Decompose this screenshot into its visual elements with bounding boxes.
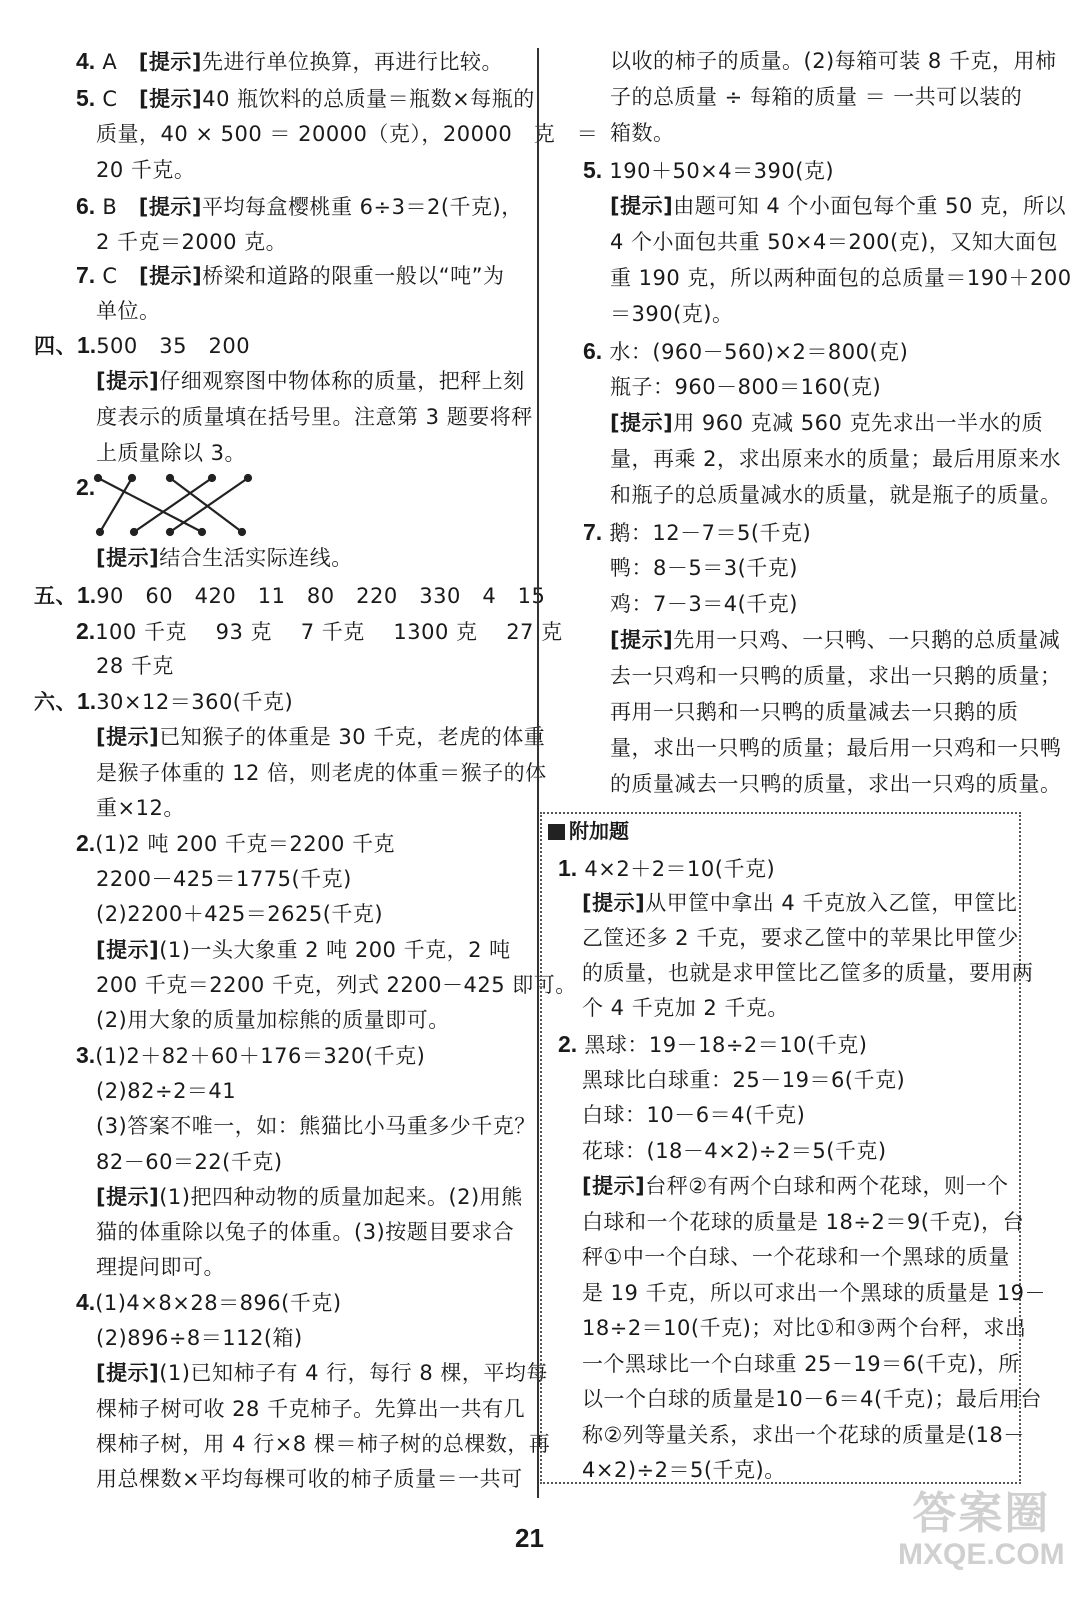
answer-line: 质量，40 × 500 ＝ 20000（克），20000 克 ＝ xyxy=(96,122,599,146)
answer-line: [提示]仔细观察图中物体称的质量，把秤上刻 xyxy=(96,369,525,393)
answer-line: 黑球比白球重：25－19＝6(千克) xyxy=(582,1068,906,1092)
answer-line: 4×2)÷2＝5(千克)。 xyxy=(582,1458,786,1482)
answer-line: (2)用大象的质量加棕熊的质量即可。 xyxy=(96,1008,450,1032)
answer-line: 5. C [提示]40 瓶饮料的总质量＝瓶数×每瓶的 xyxy=(76,85,535,111)
answer-line: 猫的体重除以兔子的体重。(3)按题目要求合 xyxy=(96,1220,515,1244)
answer-line: [提示]台秤②有两个白球和两个花球，则一个 xyxy=(582,1174,1009,1198)
answer-line: [提示]从甲筐中拿出 4 千克放入乙筐，甲筐比 xyxy=(582,891,1018,915)
answer-line: [提示](1)一头大象重 2 吨 200 千克，2 吨 xyxy=(96,938,511,962)
answer-line: 1. 4×2＋2＝10(千克) xyxy=(558,855,776,881)
match-dot xyxy=(129,475,135,481)
answer-line: (2)896÷8＝112(箱) xyxy=(96,1326,303,1350)
answer-line: 28 千克 xyxy=(96,654,174,678)
answer-line: 3.(1)2＋82＋60＋176＝320(千克) xyxy=(76,1042,426,1068)
answer-line: 鸭：8－5＝3(千克) xyxy=(610,556,798,580)
answer-line: [提示](1)把四种动物的质量加起来。(2)用熊 xyxy=(96,1185,523,1209)
column-divider xyxy=(537,48,539,1498)
page-number: 21 xyxy=(515,1523,544,1553)
match-dot xyxy=(131,529,137,535)
answer-line: 是 19 千克，所以可求出一个黑球的质量是 19－ xyxy=(582,1281,1046,1305)
answer-line: 理提问即可。 xyxy=(96,1255,225,1279)
answer-line: [提示]用 960 克减 560 克先求出一半水的质 xyxy=(610,411,1044,435)
section-heading: 五、1.90 60 420 11 80 220 330 4 15 xyxy=(34,582,546,608)
answer-line: 7. C [提示]桥梁和道路的限重一般以“吨”为 xyxy=(76,262,505,288)
answer-line: [提示]结合生活实际连线。 xyxy=(96,546,353,570)
answer-line: 和瓶子的总质量减水的质量，就是瓶子的质量。 xyxy=(610,483,1062,507)
answer-line: 白球：10－6＝4(千克) xyxy=(582,1103,806,1127)
answer-line: 称②列等量关系，求出一个花球的质量是(18－ xyxy=(582,1423,1025,1447)
answer-line: 以一个白球的质量是10－6＝4(千克)；最后用台 xyxy=(582,1387,1042,1411)
watermark: 答案圈 MXQE.COM xyxy=(898,1489,1065,1571)
answer-line: 200 千克＝2200 千克，列式 2200－425 即可。 xyxy=(96,973,577,997)
match-dot xyxy=(245,475,251,481)
answer-line: [提示]由题可知 4 个小面包每个重 50 克，所以 xyxy=(610,194,1066,218)
answer-line: 的质量，也就是求甲筐比乙筐多的质量，要用两 xyxy=(582,961,1034,985)
match-line xyxy=(134,478,212,532)
answer-line: 82－60＝22(千克) xyxy=(96,1150,283,1174)
answer-line: 子的总质量 ÷ 每箱的质量 ＝ 一共可以装的 xyxy=(610,85,1023,109)
answer-line: (2)2200＋425＝2625(千克) xyxy=(96,902,384,926)
answer-line: 5. 190＋50×4＝390(克) xyxy=(583,157,835,183)
answer-line: 鸡：7－3＝4(千克) xyxy=(610,592,798,616)
section-heading: 六、1.30×12＝360(千克) xyxy=(34,688,294,714)
answer-line: [提示](1)已知柿子有 4 行，每行 8 棵，平均每 xyxy=(96,1361,548,1385)
answer-line: 箱数。 xyxy=(610,121,675,145)
answer-line: 2 千克＝2000 克。 xyxy=(96,230,288,254)
answer-line: 度表示的质量填在括号里。注意第 3 题要将秤 xyxy=(96,405,533,429)
answer-line: 一个黑球比一个白球重 25－19＝6(千克)，所 xyxy=(582,1352,1020,1376)
match-dot xyxy=(95,475,101,481)
answer-line: 上质量除以 3。 xyxy=(96,441,247,465)
match-dot xyxy=(167,475,173,481)
answer-line: 2.100 千克 93 克 7 千克 1300 克 27 克 xyxy=(76,618,563,644)
answer-line: 瓶子：960－800＝160(克) xyxy=(610,375,882,399)
match-line xyxy=(100,478,132,532)
answer-line: 个 4 千克加 2 千克。 xyxy=(582,996,789,1020)
answer-line: 秤①中一个白球、一个花球和一个黑球的质量 xyxy=(582,1245,1010,1269)
flag-icon xyxy=(548,824,565,840)
match-dot xyxy=(199,529,205,535)
answer-line: 棵柿子树可收 28 千克柿子。先算出一共有几 xyxy=(96,1397,526,1421)
answer-line: (3)答案不唯一，如：熊猫比小马重多少千克？ xyxy=(96,1114,536,1138)
answer-line: (2)82÷2＝41 xyxy=(96,1079,237,1103)
answer-line: 20 千克。 xyxy=(96,158,196,182)
answer-line: 4.(1)4×8×28＝896(千克) xyxy=(76,1289,342,1315)
answer-line: 花球：(18－4×2)÷2＝5(千克) xyxy=(582,1139,887,1163)
answer-line: 去一只鸡和一只鸭的质量，求出一只鹅的质量； xyxy=(610,664,1062,688)
matching-lines-figure xyxy=(92,472,262,542)
bonus-questions-title: 附加题 xyxy=(548,818,629,844)
answer-line: 白球和一个花球的质量是 18÷2＝9(千克)，台 xyxy=(582,1210,1025,1234)
section-heading: 四、1.500 35 200 xyxy=(34,332,251,358)
answer-line: 2. 黑球：19－18÷2＝10(千克) xyxy=(558,1031,868,1057)
answer-line: [提示]已知猴子的体重是 30 千克，老虎的体重 xyxy=(96,725,546,749)
match-dot xyxy=(167,529,173,535)
answer-line: 2.(1)2 吨 200 千克＝2200 千克 xyxy=(76,830,396,856)
answer-line: 18÷2＝10(千克)；对比①和③两个台秤，求出 xyxy=(582,1316,1027,1340)
match-line xyxy=(98,478,202,532)
answer-line: 乙筐还多 2 千克，要求乙筐中的苹果比甲筐少 xyxy=(582,926,1019,950)
answer-line: 4 个小面包共重 50×4＝200(克)，又知大面包 xyxy=(610,230,1058,254)
answer-line: 2. xyxy=(76,474,96,500)
answer-line: 2200－425＝1775(千克) xyxy=(96,867,352,891)
answer-line: 量，求出一只鸭的质量；最后用一只鸡和一只鸭 xyxy=(610,736,1062,760)
answer-line: 以收的柿子的质量。(2)每箱可装 8 千克，用柿 xyxy=(610,49,1057,73)
answer-line: 单位。 xyxy=(96,299,161,323)
match-dot xyxy=(239,529,245,535)
answer-line: 的质量减去一只鸭的质量，求出一只鸡的质量。 xyxy=(610,772,1062,796)
answer-line: 再用一只鹅和一只鸭的质量减去一只鹅的质 xyxy=(610,700,1019,724)
answer-line: 6. 水：(960－560)×2＝800(克) xyxy=(583,338,909,364)
answer-line: 用总棵数×平均每棵可收的柿子质量＝一共可 xyxy=(96,1467,523,1491)
answer-line: 是猴子体重的 12 倍，则老虎的体重＝猴子的体 xyxy=(96,761,547,785)
answer-line: 棵柿子树，用 4 行×8 棵＝柿子树的总棵数，再 xyxy=(96,1432,551,1456)
answer-line: 重 190 克，所以两种面包的总质量＝190＋200 xyxy=(610,266,1072,290)
match-dot xyxy=(209,475,215,481)
answer-line: 4. A [提示]先进行单位换算，再进行比较。 xyxy=(76,48,503,74)
answer-line: ＝390(克)。 xyxy=(610,302,734,326)
answer-line: 6. B [提示]平均每盒樱桃重 6÷3＝2(千克)， xyxy=(76,193,523,219)
answer-line: 量，再乘 2，求出原来水的质量；最后用原来水 xyxy=(610,447,1062,471)
match-dot xyxy=(97,529,103,535)
answer-line: [提示]先用一只鸡、一只鸭、一只鹅的总质量减 xyxy=(610,628,1061,652)
answer-line: 重×12。 xyxy=(96,796,185,820)
answer-line: 7. 鹅：12－7＝5(千克) xyxy=(583,519,812,545)
